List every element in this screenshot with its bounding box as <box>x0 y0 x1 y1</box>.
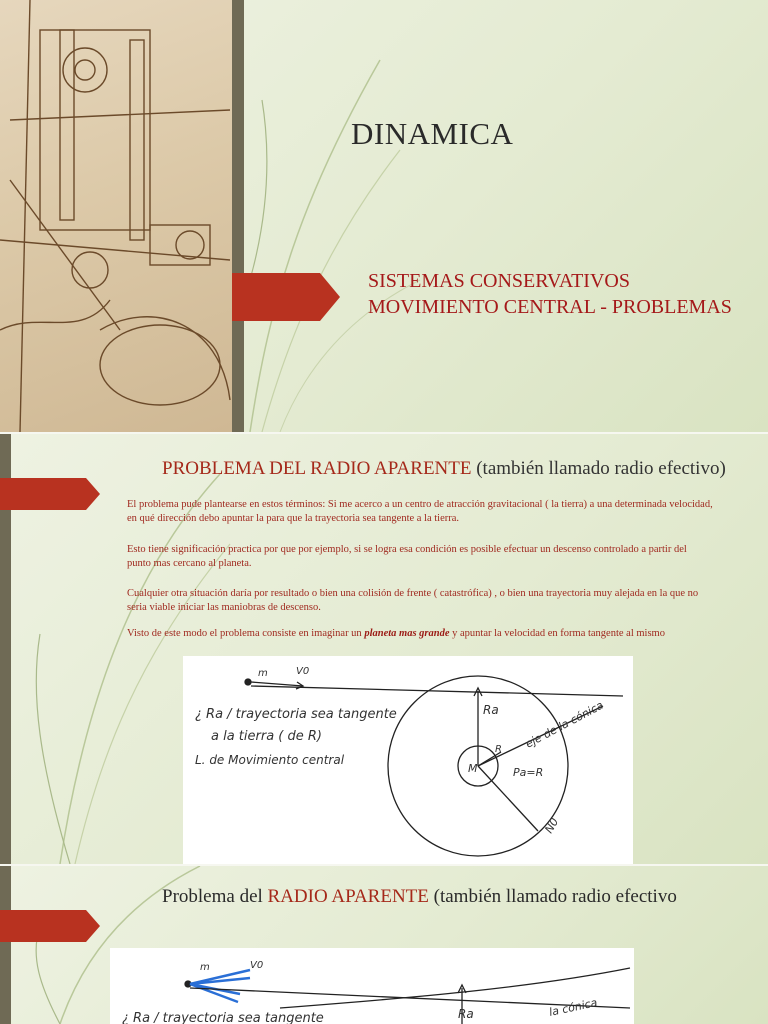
slide-title-text: DINAMICA <box>351 116 514 151</box>
section-heading <box>162 456 762 482</box>
vertical-divider-bar <box>232 0 244 432</box>
label-v0: V0 <box>250 960 264 971</box>
heading-end: (también llamado radio efectivo <box>428 886 677 907</box>
leonardo-sketch-image <box>0 0 232 432</box>
sketch-line-3: L. de Movimiento central <box>195 753 345 767</box>
subtitle-line-1: SISTEMAS CONSERVATIVOS <box>368 270 630 292</box>
label-R: R <box>495 744 502 755</box>
label-m: m <box>258 668 268 679</box>
label-ra: Ra <box>483 703 499 717</box>
subtitle-line-2: MOVIMIENTO CENTRAL - PROBLEMAS <box>368 296 732 318</box>
label-M: M <box>468 762 478 775</box>
slide-title <box>0 0 768 432</box>
left-accent-bar <box>0 866 11 1024</box>
paragraph-4-emphasis: planeta mas grande <box>364 628 450 639</box>
paragraph-1: El problema pude plantearse en estos términos: Si me acerco a un centro de atracción gravitacional ( la tierra) a una determinada velocidad, en qué dirección debo apuntar la para que la trayectoria sea tangente a la tierra. <box>127 499 713 524</box>
handwritten-sketch-image <box>183 656 633 864</box>
handwritten-sketch-image <box>110 948 634 1024</box>
label-n0: N0 <box>542 815 562 836</box>
label-eje: eje de la cónica <box>523 698 606 751</box>
red-arrow-shape <box>0 478 104 512</box>
section-heading <box>162 886 677 908</box>
heading-start: Problema del <box>162 886 268 907</box>
label-ra: Ra <box>458 1007 474 1021</box>
red-arrow-shape <box>232 273 342 323</box>
sketch-line-2: a la tierra ( de R) <box>211 729 322 744</box>
paragraph-4 <box>127 627 713 641</box>
paragraph-4-end: y apuntar la velocidad en forma tangente al mismo <box>449 628 665 639</box>
slide-subtitle <box>368 268 732 320</box>
slide-problem-continued <box>0 866 768 1024</box>
paragraph-4-start: Visto de este modo el problema consiste en imaginar un <box>127 628 365 639</box>
label-conica: la cónica <box>547 996 599 1019</box>
red-arrow-shape <box>0 910 104 944</box>
heading-highlight: RADIO APARENTE <box>267 886 429 907</box>
label-pa: Pa=R <box>513 766 544 779</box>
label-v0: V0 <box>296 666 310 677</box>
label-m: m <box>200 962 210 973</box>
heading-highlight: PROBLEMA DEL RADIO APARENTE <box>162 458 472 479</box>
slide-problem <box>0 434 768 864</box>
sketch-line-1: ¿ Ra / trayectoria sea tangente <box>195 707 397 722</box>
paragraph-2: Esto tiene significación practica por que por ejemplo, si se logra esa condición es posible efectuar un descenso controlado a partir del punto mas cercano al planeta. <box>127 544 687 569</box>
heading-rest: (también llamado radio efectivo) <box>471 458 726 479</box>
sketch-line-1: ¿ Ra / trayectoria sea tangente <box>122 1011 324 1024</box>
paragraph-3: Cualquier otra situación daría por resultado o bien una colisión de frente ( catastrófica) , o bien una trayectoria muy alejada en la que no seria viable iniciar las maniobras de descenso. <box>127 588 699 613</box>
